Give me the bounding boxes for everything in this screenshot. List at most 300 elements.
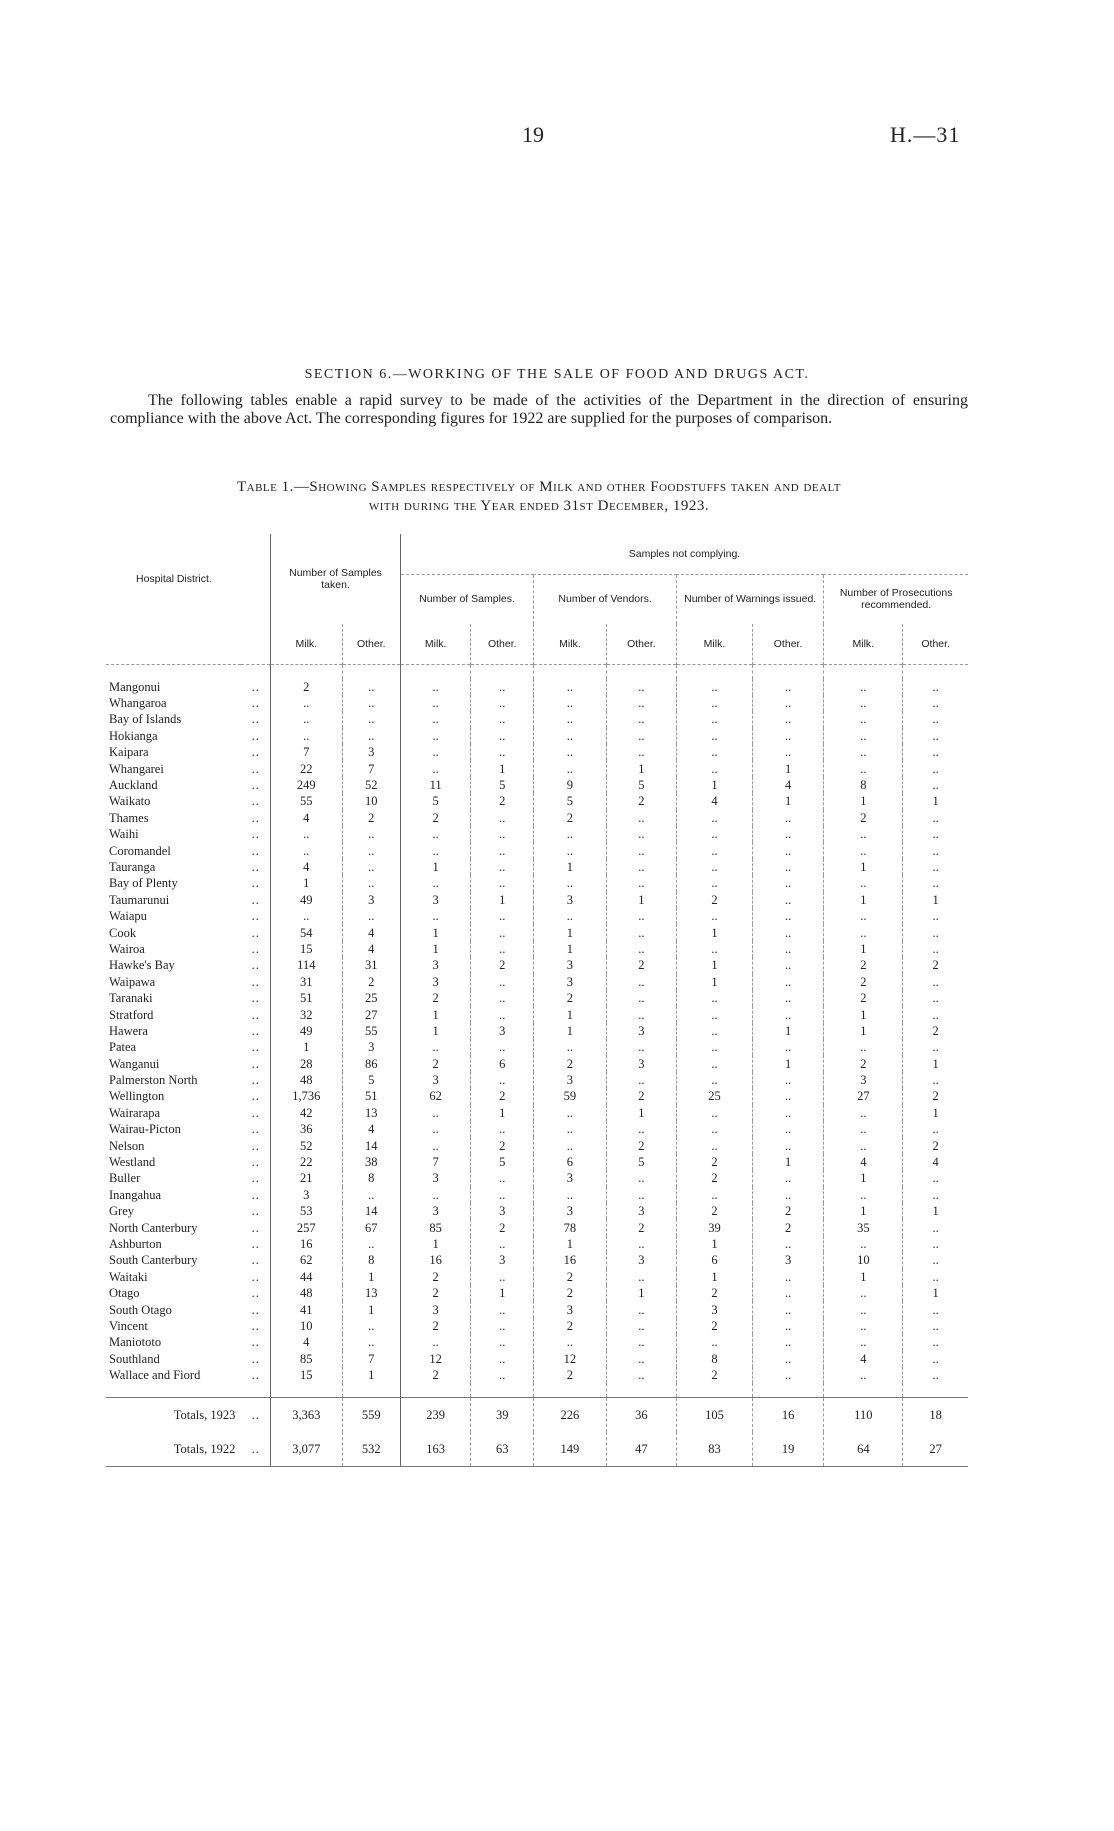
table-cell: .. bbox=[752, 1269, 823, 1285]
table-row bbox=[106, 1088, 968, 1104]
table-cell: .. bbox=[606, 924, 676, 940]
district-name: Whangarei bbox=[109, 761, 164, 776]
table-cell: 1 bbox=[903, 793, 968, 809]
table-cell: 1 bbox=[677, 974, 753, 990]
table-cell: 1 bbox=[606, 892, 676, 908]
table-cell: 3 bbox=[271, 1187, 342, 1203]
header-warnings-milk: Milk. bbox=[677, 624, 753, 664]
leader-dots: .. bbox=[251, 696, 260, 711]
district-name: Wairarapa bbox=[109, 1105, 161, 1120]
table-cell: .. bbox=[752, 1351, 823, 1367]
table-cell: 2 bbox=[534, 810, 607, 826]
table-cell: .. bbox=[903, 679, 968, 695]
header-samples-not-complying: Samples not complying. bbox=[400, 534, 968, 574]
table-cell: 249 bbox=[271, 777, 342, 793]
leader-dots: .. bbox=[251, 1105, 260, 1120]
table-cell: 86 bbox=[342, 1055, 400, 1071]
table-cell: 49 bbox=[271, 1023, 342, 1039]
spacer-row bbox=[106, 664, 968, 679]
table-cell: 1 bbox=[534, 941, 607, 957]
table-row bbox=[106, 1023, 968, 1039]
totals-cell: 105 bbox=[677, 1398, 753, 1433]
leader-dots: .. bbox=[251, 876, 260, 891]
table-cell: .. bbox=[400, 875, 470, 891]
table-row bbox=[106, 1121, 968, 1137]
table-row bbox=[106, 941, 968, 957]
district-name: Cook bbox=[109, 925, 137, 940]
table-cell: .. bbox=[677, 990, 753, 1006]
leader-dots: .. bbox=[251, 728, 260, 743]
table-row bbox=[106, 679, 968, 695]
header-taken-milk: Milk. bbox=[271, 624, 342, 664]
table-cell: .. bbox=[752, 1121, 823, 1137]
table-row bbox=[106, 1334, 968, 1350]
table-cell: 3 bbox=[342, 1039, 400, 1055]
table-cell: 85 bbox=[400, 1219, 470, 1235]
table-cell: .. bbox=[824, 924, 903, 940]
table-cell: 1 bbox=[400, 941, 470, 957]
table-row bbox=[106, 810, 968, 826]
table-cell: .. bbox=[471, 1351, 534, 1367]
table-cell: .. bbox=[400, 826, 470, 842]
table-cell: .. bbox=[903, 744, 968, 760]
table-cell: 1 bbox=[471, 892, 534, 908]
table-cell: .. bbox=[903, 908, 968, 924]
table-cell: .. bbox=[534, 908, 607, 924]
table-cell: 1 bbox=[824, 1023, 903, 1039]
table-cell: .. bbox=[677, 908, 753, 924]
table-cell: .. bbox=[471, 695, 534, 711]
leader-dots: .. bbox=[251, 810, 260, 825]
table-cell: .. bbox=[271, 826, 342, 842]
table-cell: .. bbox=[342, 1318, 400, 1334]
table-cell: 3 bbox=[824, 1072, 903, 1088]
table-cell: .. bbox=[342, 711, 400, 727]
table-cell: 1 bbox=[824, 793, 903, 809]
table-cell: .. bbox=[752, 1367, 823, 1383]
section-title: SECTION 6.—WORKING OF THE SALE OF FOOD AND DRUGS ACT. bbox=[304, 367, 810, 382]
table-cell: 1 bbox=[606, 1285, 676, 1301]
table-cell: .. bbox=[752, 1088, 823, 1104]
table-cell: .. bbox=[471, 1187, 534, 1203]
table-cell: 3 bbox=[342, 892, 400, 908]
table-cell: .. bbox=[677, 728, 753, 744]
table-cell: .. bbox=[342, 1187, 400, 1203]
table-cell: 15 bbox=[271, 941, 342, 957]
table-cell: .. bbox=[677, 1137, 753, 1153]
totals-row bbox=[106, 1398, 968, 1433]
district-name: Southland bbox=[109, 1351, 160, 1366]
table-cell: 2 bbox=[903, 1137, 968, 1153]
table-cell: .. bbox=[342, 728, 400, 744]
table-cell: 5 bbox=[400, 793, 470, 809]
table-row bbox=[106, 711, 968, 727]
leader-dots: .. bbox=[251, 1335, 260, 1350]
leader-dots: .. bbox=[251, 941, 260, 956]
table-cell: 4 bbox=[271, 859, 342, 875]
table-cell: .. bbox=[606, 679, 676, 695]
table-cell: .. bbox=[824, 1318, 903, 1334]
table-cell: .. bbox=[677, 1023, 753, 1039]
table-cell: 2 bbox=[752, 1219, 823, 1235]
table-cell: .. bbox=[534, 1187, 607, 1203]
district-name: Hokianga bbox=[109, 728, 158, 743]
table-cell: .. bbox=[606, 1121, 676, 1137]
table-cell: 2 bbox=[824, 810, 903, 826]
table-row bbox=[106, 728, 968, 744]
table-cell: .. bbox=[471, 826, 534, 842]
table-cell: .. bbox=[471, 875, 534, 891]
table-cell: .. bbox=[752, 892, 823, 908]
leader-dots: .. bbox=[251, 1138, 260, 1153]
table-cell: .. bbox=[400, 1121, 470, 1137]
table-cell: 10 bbox=[271, 1318, 342, 1334]
district-name: Hawke's Bay bbox=[109, 958, 175, 973]
leader-dots: .. bbox=[251, 974, 260, 989]
table-cell: 85 bbox=[271, 1351, 342, 1367]
table-cell: .. bbox=[471, 1334, 534, 1350]
table-cell: .. bbox=[752, 1334, 823, 1350]
table-cell: .. bbox=[824, 842, 903, 858]
table-cell: .. bbox=[824, 826, 903, 842]
table-cell: 2 bbox=[471, 1088, 534, 1104]
leader-dots: .. bbox=[251, 778, 260, 793]
district-name: Waihi bbox=[109, 827, 139, 842]
table-cell: .. bbox=[271, 695, 342, 711]
table-cell: 2 bbox=[606, 1088, 676, 1104]
table-cell: .. bbox=[903, 695, 968, 711]
table-row bbox=[106, 1236, 968, 1252]
table-cell: 2 bbox=[824, 974, 903, 990]
district-name: Inangahua bbox=[109, 1187, 162, 1202]
table-cell: 1 bbox=[400, 859, 470, 875]
table-cell: .. bbox=[342, 826, 400, 842]
table-cell: .. bbox=[400, 1334, 470, 1350]
table-cell: .. bbox=[752, 859, 823, 875]
table-cell: 2 bbox=[824, 1055, 903, 1071]
table-cell: 2 bbox=[534, 990, 607, 1006]
table-row bbox=[106, 1039, 968, 1055]
table-cell: 3 bbox=[342, 744, 400, 760]
table-cell: .. bbox=[606, 1269, 676, 1285]
table-cell: 27 bbox=[824, 1088, 903, 1104]
leader-dots: .. bbox=[251, 1253, 260, 1268]
district-name: Mangonui bbox=[109, 679, 161, 694]
table-cell: 21 bbox=[271, 1170, 342, 1186]
table-cell: .. bbox=[271, 711, 342, 727]
table-cell: .. bbox=[752, 1285, 823, 1301]
table-cell: .. bbox=[824, 744, 903, 760]
totals-cell: 27 bbox=[903, 1432, 968, 1467]
table-cell: 3 bbox=[534, 1072, 607, 1088]
table-cell: .. bbox=[606, 1301, 676, 1317]
intro-paragraph: The following tables enable a rapid survey to be made of the activities of the Department in the direction of ensuring compliance with the above Act. The corresponding figures for 1922 are supplied for the purposes of comparison. bbox=[110, 392, 968, 427]
table-cell: 1 bbox=[677, 777, 753, 793]
table-cell: 1 bbox=[903, 1203, 968, 1219]
table-cell: 1 bbox=[471, 1105, 534, 1121]
table-cell: 1 bbox=[342, 1301, 400, 1317]
table-cell: 9 bbox=[534, 777, 607, 793]
table-cell: .. bbox=[903, 1367, 968, 1383]
table-cell: 38 bbox=[342, 1154, 400, 1170]
table-cell: .. bbox=[471, 1170, 534, 1186]
table-cell: .. bbox=[677, 842, 753, 858]
table-cell: .. bbox=[606, 974, 676, 990]
table-cell: .. bbox=[606, 1351, 676, 1367]
leader-dots: .. bbox=[251, 1351, 260, 1366]
table-cell: 1 bbox=[400, 1006, 470, 1022]
table-cell: .. bbox=[471, 1236, 534, 1252]
table-cell: .. bbox=[342, 875, 400, 891]
table-cell: .. bbox=[400, 695, 470, 711]
table-cell: 3 bbox=[534, 1203, 607, 1219]
table-cell: 1 bbox=[271, 875, 342, 891]
table-cell: .. bbox=[677, 760, 753, 776]
table-cell: 2 bbox=[606, 1219, 676, 1235]
table-cell: 3 bbox=[400, 974, 470, 990]
samples-table bbox=[106, 534, 968, 1467]
district-name: Taranaki bbox=[109, 991, 153, 1006]
table-cell: .. bbox=[824, 1334, 903, 1350]
table-cell: .. bbox=[752, 679, 823, 695]
leader-dots: .. bbox=[251, 1187, 260, 1202]
table-cell: .. bbox=[824, 1367, 903, 1383]
table-cell: 4 bbox=[271, 810, 342, 826]
table-cell: .. bbox=[400, 760, 470, 776]
table-cell: .. bbox=[534, 1334, 607, 1350]
table-cell: .. bbox=[752, 826, 823, 842]
table-cell: 2 bbox=[606, 1137, 676, 1153]
table-cell: 3 bbox=[606, 1055, 676, 1071]
totals-cell: 532 bbox=[342, 1432, 400, 1467]
page-number: 19 bbox=[522, 122, 544, 147]
table-cell: 3 bbox=[534, 974, 607, 990]
table-cell: .. bbox=[903, 711, 968, 727]
table-cell: .. bbox=[903, 990, 968, 1006]
header-number-of-vendors: Number of Vendors. bbox=[534, 574, 677, 624]
table-cell: 2 bbox=[677, 1318, 753, 1334]
district-name: Buller bbox=[109, 1171, 141, 1186]
table-cell: .. bbox=[752, 1318, 823, 1334]
leader-dots: .. bbox=[251, 1122, 260, 1137]
header-samples-milk: Milk. bbox=[400, 624, 470, 664]
table-cell: .. bbox=[606, 810, 676, 826]
table-cell: 8 bbox=[342, 1170, 400, 1186]
table-cell: 5 bbox=[606, 1154, 676, 1170]
table-cell: 27 bbox=[342, 1006, 400, 1022]
table-cell: 3 bbox=[752, 1252, 823, 1268]
table-cell: 2 bbox=[271, 679, 342, 695]
table-cell: .. bbox=[400, 1039, 470, 1055]
leader-dots: .. bbox=[251, 1368, 260, 1383]
table-cell: 7 bbox=[400, 1154, 470, 1170]
table-row bbox=[106, 1367, 968, 1383]
table-row bbox=[106, 957, 968, 973]
header-prosecutions-milk: Milk. bbox=[824, 624, 903, 664]
district-name: Hawera bbox=[109, 1023, 148, 1038]
table-cell: .. bbox=[677, 744, 753, 760]
table-cell: 13 bbox=[342, 1105, 400, 1121]
table-cell: 59 bbox=[534, 1088, 607, 1104]
district-name: Bay of Plenty bbox=[109, 876, 178, 891]
table-cell: 3 bbox=[400, 892, 470, 908]
table-cell: .. bbox=[752, 695, 823, 711]
table-cell: .. bbox=[824, 695, 903, 711]
table-cell: 2 bbox=[903, 1088, 968, 1104]
table-cell: .. bbox=[903, 1318, 968, 1334]
table-cell: .. bbox=[471, 679, 534, 695]
table-cell: .. bbox=[342, 1236, 400, 1252]
table-cell: .. bbox=[534, 679, 607, 695]
table-cell: .. bbox=[903, 1219, 968, 1235]
table-row bbox=[106, 1072, 968, 1088]
table-cell: 2 bbox=[824, 990, 903, 1006]
table-cell: 1 bbox=[824, 1269, 903, 1285]
table-cell: .. bbox=[677, 875, 753, 891]
table-cell: .. bbox=[271, 728, 342, 744]
table-cell: 1,736 bbox=[271, 1088, 342, 1104]
table-row bbox=[106, 1318, 968, 1334]
leader-dots: .. bbox=[251, 1007, 260, 1022]
header-samples-other: Other. bbox=[471, 624, 534, 664]
table-cell: 6 bbox=[534, 1154, 607, 1170]
table-cell: .. bbox=[606, 1236, 676, 1252]
district-name: Kaipara bbox=[109, 745, 149, 760]
table-cell: .. bbox=[903, 875, 968, 891]
table-cell: 1 bbox=[824, 1006, 903, 1022]
table-row bbox=[106, 842, 968, 858]
table-cell: .. bbox=[606, 1039, 676, 1055]
table-cell: .. bbox=[400, 744, 470, 760]
table-cell: .. bbox=[606, 711, 676, 727]
table-cell: .. bbox=[534, 1121, 607, 1137]
table-cell: 2 bbox=[400, 1285, 470, 1301]
table-cell: 2 bbox=[606, 957, 676, 973]
district-name: Maniototo bbox=[109, 1335, 162, 1350]
leader-dots: .. bbox=[251, 761, 260, 776]
table-cell: 3 bbox=[606, 1203, 676, 1219]
table-cell: .. bbox=[752, 1137, 823, 1153]
table-cell: .. bbox=[271, 908, 342, 924]
table-row bbox=[106, 875, 968, 891]
table-cell: 2 bbox=[677, 892, 753, 908]
table-cell: 6 bbox=[677, 1252, 753, 1268]
table-cell: .. bbox=[342, 859, 400, 875]
totals-cell: 39 bbox=[471, 1398, 534, 1433]
table-cell: 1 bbox=[471, 760, 534, 776]
table-cell: .. bbox=[606, 1318, 676, 1334]
table-cell: .. bbox=[534, 826, 607, 842]
table-cell: .. bbox=[606, 1334, 676, 1350]
totals-cell: 3,363 bbox=[271, 1398, 342, 1433]
table-cell: 4 bbox=[824, 1154, 903, 1170]
table-cell: 31 bbox=[342, 957, 400, 973]
table-cell: 1 bbox=[534, 924, 607, 940]
district-name: Taumarunui bbox=[109, 892, 170, 907]
table-cell: 4 bbox=[824, 1351, 903, 1367]
table-cell: 4 bbox=[271, 1334, 342, 1350]
leader-dots: .. bbox=[251, 1269, 260, 1284]
table-cell: 2 bbox=[400, 1055, 470, 1071]
table-cell: .. bbox=[534, 728, 607, 744]
table-cell: 1 bbox=[534, 1023, 607, 1039]
header-warnings-other: Other. bbox=[752, 624, 823, 664]
district-name: Grey bbox=[109, 1204, 134, 1219]
table-cell: 1 bbox=[342, 1269, 400, 1285]
table-cell: 3 bbox=[471, 1203, 534, 1219]
table-cell: 114 bbox=[271, 957, 342, 973]
table-cell: .. bbox=[342, 679, 400, 695]
totals-cell: 110 bbox=[824, 1398, 903, 1433]
table-cell: .. bbox=[534, 1137, 607, 1153]
table-cell: 4 bbox=[342, 1121, 400, 1137]
table-cell: 1 bbox=[606, 1105, 676, 1121]
table-cell: 2 bbox=[534, 1285, 607, 1301]
table-cell: 42 bbox=[271, 1105, 342, 1121]
table-cell: 3 bbox=[400, 957, 470, 973]
totals-cell: 36 bbox=[606, 1398, 676, 1433]
table-cell: .. bbox=[471, 711, 534, 727]
table-cell: .. bbox=[400, 1137, 470, 1153]
table-cell: 3 bbox=[400, 1072, 470, 1088]
table-row bbox=[106, 1269, 968, 1285]
table-row bbox=[106, 760, 968, 776]
leader-dots: .. bbox=[251, 1171, 260, 1186]
table-row bbox=[106, 1055, 968, 1071]
header-samples-taken: Number of Samples taken. bbox=[271, 534, 401, 624]
table-cell: .. bbox=[606, 1006, 676, 1022]
district-name: Otago bbox=[109, 1286, 140, 1301]
table-cell: 2 bbox=[677, 1367, 753, 1383]
table-cell: .. bbox=[903, 842, 968, 858]
table-cell: 2 bbox=[534, 1269, 607, 1285]
table-cell: .. bbox=[400, 679, 470, 695]
table-cell: 2 bbox=[752, 1203, 823, 1219]
totals-cell: 239 bbox=[400, 1398, 470, 1433]
table-row bbox=[106, 1154, 968, 1170]
table-cell: 62 bbox=[271, 1252, 342, 1268]
leader-dots: .. bbox=[251, 827, 260, 842]
table-cell: .. bbox=[534, 1105, 607, 1121]
table-cell: .. bbox=[903, 1252, 968, 1268]
table-cell: 5 bbox=[471, 777, 534, 793]
table-cell: 25 bbox=[677, 1088, 753, 1104]
totals-cell: 18 bbox=[903, 1398, 968, 1433]
table-cell: .. bbox=[471, 924, 534, 940]
table-cell: .. bbox=[824, 711, 903, 727]
totals-label: Totals, 1923 bbox=[106, 1398, 241, 1433]
table-cell: 7 bbox=[342, 760, 400, 776]
district-name: Waipawa bbox=[109, 974, 156, 989]
table-cell: 2 bbox=[534, 1367, 607, 1383]
table-cell: .. bbox=[342, 1334, 400, 1350]
district-name: Patea bbox=[109, 1040, 137, 1055]
district-name: Thames bbox=[109, 810, 149, 825]
table-cell: 5 bbox=[534, 793, 607, 809]
table-cell: 4 bbox=[903, 1154, 968, 1170]
table-cell: .. bbox=[471, 744, 534, 760]
totals-cell: 163 bbox=[400, 1432, 470, 1467]
table-cell: .. bbox=[677, 1105, 753, 1121]
table-cell: .. bbox=[606, 941, 676, 957]
table-cell: .. bbox=[606, 859, 676, 875]
table-cell: 32 bbox=[271, 1006, 342, 1022]
table-cell: .. bbox=[606, 826, 676, 842]
district-name: Stratford bbox=[109, 1007, 154, 1022]
district-name: Waiapu bbox=[109, 909, 147, 924]
table-cell: 2 bbox=[534, 1318, 607, 1334]
table-cell: 2 bbox=[606, 793, 676, 809]
